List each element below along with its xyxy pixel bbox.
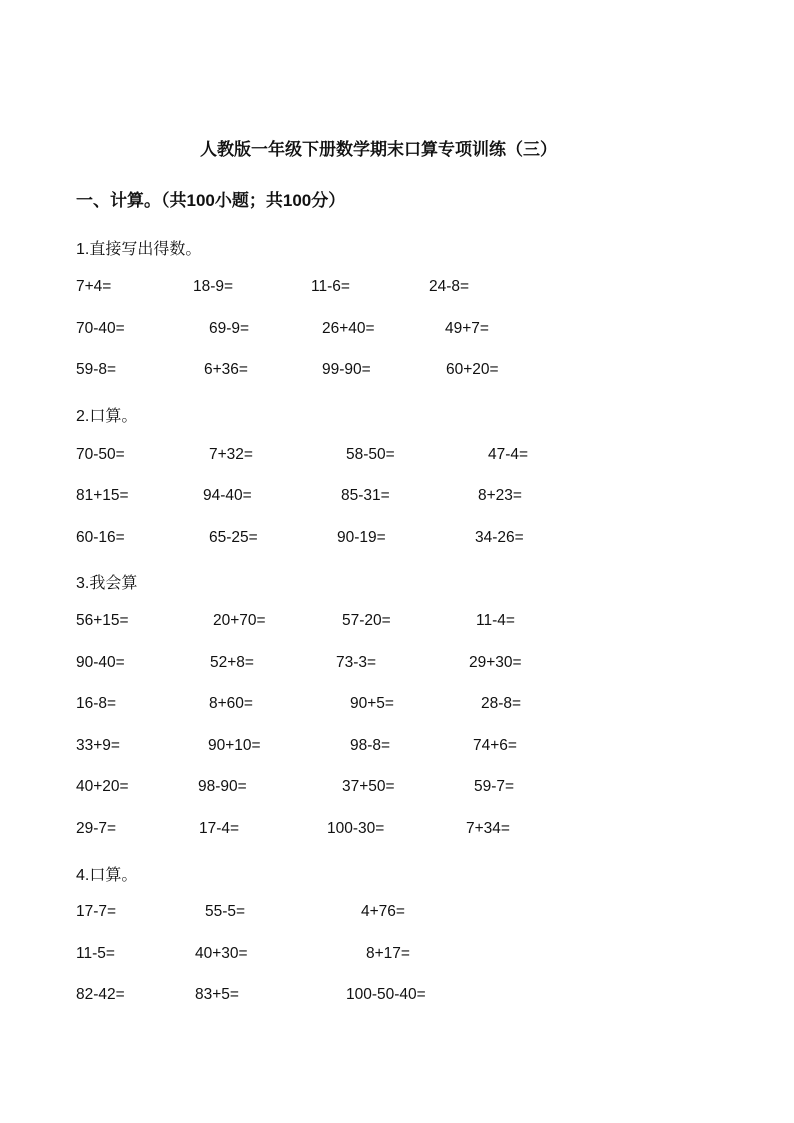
part-label: 4.口算。 [76,867,138,884]
problem: 99-90= [322,361,371,378]
problem: 90-19= [337,529,386,546]
problem: 55-5= [205,903,246,920]
problem: 24-8= [429,278,470,295]
problem: 100-50-40= [346,986,426,1003]
part-label: 3.我会算 [76,575,138,592]
page-title: 人教版一年级下册数学期末口算专项训练（三） [200,140,557,159]
problem: 58-50= [346,446,395,463]
problem: 11-5= [76,945,115,962]
problem: 57-20= [342,612,391,629]
problem: 29-7= [76,820,117,837]
problem: 40+30= [195,945,248,962]
problem: 90-40= [76,654,125,671]
problem: 7+4= [76,278,112,295]
problem: 65-25= [209,529,258,546]
problem: 37+50= [342,778,395,795]
section-heading: 一、计算。（共100小题；共100分） [76,191,346,210]
problem: 47-4= [488,446,529,463]
problem: 98-8= [350,737,391,754]
problem: 90+5= [350,695,394,712]
problem: 100-30= [327,820,385,837]
problem: 74+6= [473,737,517,754]
problem: 59-7= [474,778,515,795]
problem: 90+10= [208,737,261,754]
problem: 6+36= [204,361,248,378]
problem: 7+34= [466,820,510,837]
problem: 83+5= [195,986,239,1003]
problem: 52+8= [210,654,254,671]
problem: 69-9= [209,320,250,337]
problem: 70-40= [76,320,125,337]
problem: 18-9= [193,278,234,295]
part-label: 1.直接写出得数。 [76,241,202,258]
problem: 81+15= [76,487,129,504]
problem: 49+7= [445,320,489,337]
problem: 16-8= [76,695,117,712]
problem: 98-90= [198,778,247,795]
problem: 82-42= [76,986,125,1003]
problem: 73-3= [336,654,377,671]
problem: 60+20= [446,361,499,378]
problem: 29+30= [469,654,522,671]
problem: 85-31= [341,487,390,504]
problem: 8+60= [209,695,253,712]
problem: 20+70= [213,612,266,629]
problem: 70-50= [76,446,125,463]
problem: 8+23= [478,487,522,504]
problem: 33+9= [76,737,120,754]
problem: 4+76= [361,903,405,920]
problem: 94-40= [203,487,252,504]
problem: 17-7= [76,903,117,920]
problem: 8+17= [366,945,410,962]
problem: 40+20= [76,778,129,795]
problem: 59-8= [76,361,117,378]
problem: 56+15= [76,612,129,629]
problem: 17-4= [199,820,240,837]
problem: 7+32= [209,446,253,463]
problem: 26+40= [322,320,375,337]
problem: 11-6= [311,278,350,295]
problem: 28-8= [481,695,522,712]
problem: 34-26= [475,529,524,546]
problem: 11-4= [476,612,515,629]
part-label: 2.口算。 [76,408,138,425]
problem: 60-16= [76,529,125,546]
